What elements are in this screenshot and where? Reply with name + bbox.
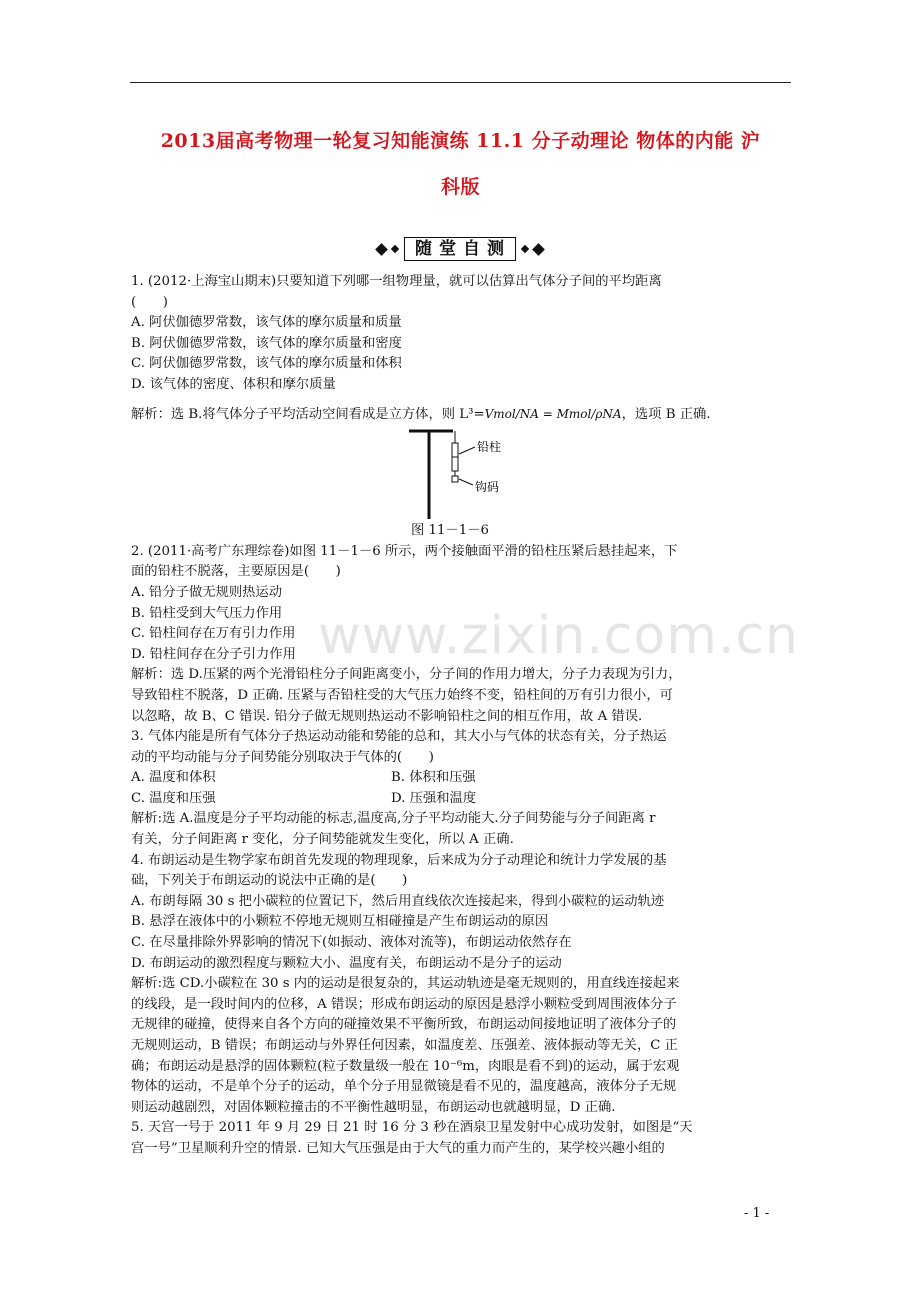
option: A. 温度和体积 — [131, 770, 216, 786]
diamond-icon — [375, 243, 388, 256]
option: C. 温度和压强 — [131, 790, 216, 806]
option: B. 阿伏伽德罗常数，该气体的摩尔质量和密度 — [131, 335, 402, 351]
question-text: 5. 天宫一号于 2011 年 9 月 29 日 21 时 16 分 3 秒在酒泉卫星发射中心成功发射，如图是“天 — [131, 1120, 693, 1136]
answer-text: 导致铅柱不脱落，D 正确. 压紧与否铅柱受的大气压力始终不变，铅柱间的万有引力很小，可 — [131, 687, 673, 703]
answer-text: 确；布朗运动是悬浮的固体颗粒(粒子数量级一般在 10⁻⁶m，肉眼是看不到)的运动，属于宏观 — [131, 1058, 680, 1074]
option: A. 阿伏伽德罗常数，该气体的摩尔质量和质量 — [131, 315, 402, 331]
figure-label-lead: 铅柱 — [477, 440, 502, 455]
answer-text: 的线段，是一段时间内的位移，A 错误；形成布朗运动的原因是悬浮小颗粒受到周围液体分子 — [131, 996, 677, 1012]
figure-lead-cylinders — [131, 425, 793, 521]
option: C. 阿伏伽德罗常数，该气体的摩尔质量和体积 — [131, 356, 402, 372]
option: D. 布朗运动的激烈程度与颗粒大小、温度有关，布朗运动不是分子的运动 — [131, 955, 562, 971]
answer-suffix: ，选项 B 正确. — [621, 406, 711, 422]
question-text: 面的铅柱不脱落，主要原因是( ) — [131, 564, 341, 580]
watermark: www.zixin.com.cn — [318, 606, 799, 666]
page-title: 2013届高考物理一轮复习知能演练 11.1 分子动理论 物体的内能 沪 — [160, 130, 761, 152]
option: B. 悬浮在液体中的小颗粒不停地无规则互相碰撞是产生布朗运动的原因 — [131, 914, 549, 930]
question-text: 1. (2012·上海宝山期末)只要知道下列哪一组物理量，就可以估算出气体分子间的平均距离 — [131, 274, 662, 289]
answer-prefix: 解析：选 B.将气体分子平均活动空间看成是立方体，则 L³= — [131, 406, 485, 422]
diamond-icon — [391, 245, 399, 253]
option: A. 布朗每隔 30 s 把小碳粒的位置记下，然后用直线依次连接起来，得到小碳粒的运动轨迹 — [131, 893, 665, 909]
option: D. 该气体的密度、体积和摩尔质量 — [131, 376, 336, 392]
question-text: 4. 布朗运动是生物学家布朗首先发现的物理现象，后来成为分子动理论和统计力学发展的基 — [131, 852, 667, 868]
option: A. 铅分子做无规则热运动 — [131, 584, 283, 600]
answer-text: 以忽略，故 B、C 错误. 铅分子做无规则热运动不影响铅柱之间的相互作用，故 A 错误. — [131, 708, 643, 724]
question-text: 础，下列关于布朗运动的说法中正确的是( ) — [131, 873, 408, 889]
question-text: 3. 气体内能是所有气体分子热运动动能和势能的总和，其大小与气体的状态有关，分子热运 — [131, 729, 667, 745]
answer-text: 无规则运动，B 错误；布朗运动与外界任何因素，如温度差、压强差、液体振动等无关，C 正 — [131, 1038, 678, 1053]
question-text: 宫一号”卫星顺利升空的情景. 已知大气压强是由于大气的重力而产生的，某学校兴趣小组的 — [131, 1140, 665, 1156]
answer-text: 解析：选 D.压紧的两个光滑铅柱分子间距离变小，分子间的作用力增大，分子力表现为引力， — [131, 667, 682, 683]
answer-formula: Vmol/NA = Mmol/ρNA — [484, 406, 622, 421]
option: B. 体积和压强 — [391, 770, 476, 786]
option: D. 压强和温度 — [391, 790, 477, 806]
answer-text: 有关，分子间距离 r 变化，分子间势能就发生变化，所以 A 正确. — [131, 832, 514, 848]
lead-cylinder-diagram — [409, 427, 539, 519]
diamond-icon — [532, 243, 545, 256]
option: B. 铅柱受到大气压力作用 — [131, 605, 283, 621]
answer-text: 解析:选 A.温度是分子平均动能的标志,温度高,分子平均动能大.分子间势能与分子间距离 r — [131, 811, 656, 827]
option-row — [131, 768, 793, 789]
question-text: 动的平均动能与分子间势能分别取决于气体的( ) — [131, 749, 434, 765]
answer-text: 物体的运动，不是单个分子的运动，单个分子用显微镜是看不见的，温度越高，液体分子无规 — [131, 1079, 677, 1095]
header-rule — [130, 82, 791, 83]
option-row — [131, 789, 793, 810]
answer-text: 无规律的碰撞，使得来自各个方向的碰撞效果不平衡所致，布朗运动间接地证明了液体分子的 — [131, 1017, 677, 1033]
diamond-icon — [521, 245, 529, 253]
answer-text: 则运动越剧烈，对固体颗粒撞击的不平衡性越明显，布朗运动也就越明显，D 正确. — [131, 1099, 616, 1115]
option: C. 铅柱间存在万有引力作用 — [131, 626, 296, 642]
option: C. 在尽量排除外界影响的情况下(如振动、液体对流等)，布朗运动依然存在 — [131, 935, 572, 951]
answer-text: 解析:选 CD.小碳粒在 30 s 内的运动是很复杂的，其运动轨迹是毫无规则的，用直线连接起来 — [131, 976, 680, 992]
option: D. 铅柱间存在分子引力作用 — [131, 646, 296, 662]
page-title-cont: 科版 — [440, 176, 480, 198]
question-text: 2. (2011·高考广东理综卷)如图 11－1－6 所示，两个接触面平滑的铅柱压紧后悬挂起来，下 — [131, 543, 678, 559]
figure-caption: 图 11－1－6 — [411, 523, 489, 539]
question-text: ( ) — [131, 294, 168, 310]
figure-label-weight: 钩码 — [475, 480, 500, 495]
page-number: - 1 - — [744, 1206, 770, 1221]
answer-text — [131, 404, 793, 426]
section-banner — [320, 236, 600, 262]
banner-label: 随堂自测 — [404, 237, 516, 261]
document-body — [131, 272, 793, 1160]
